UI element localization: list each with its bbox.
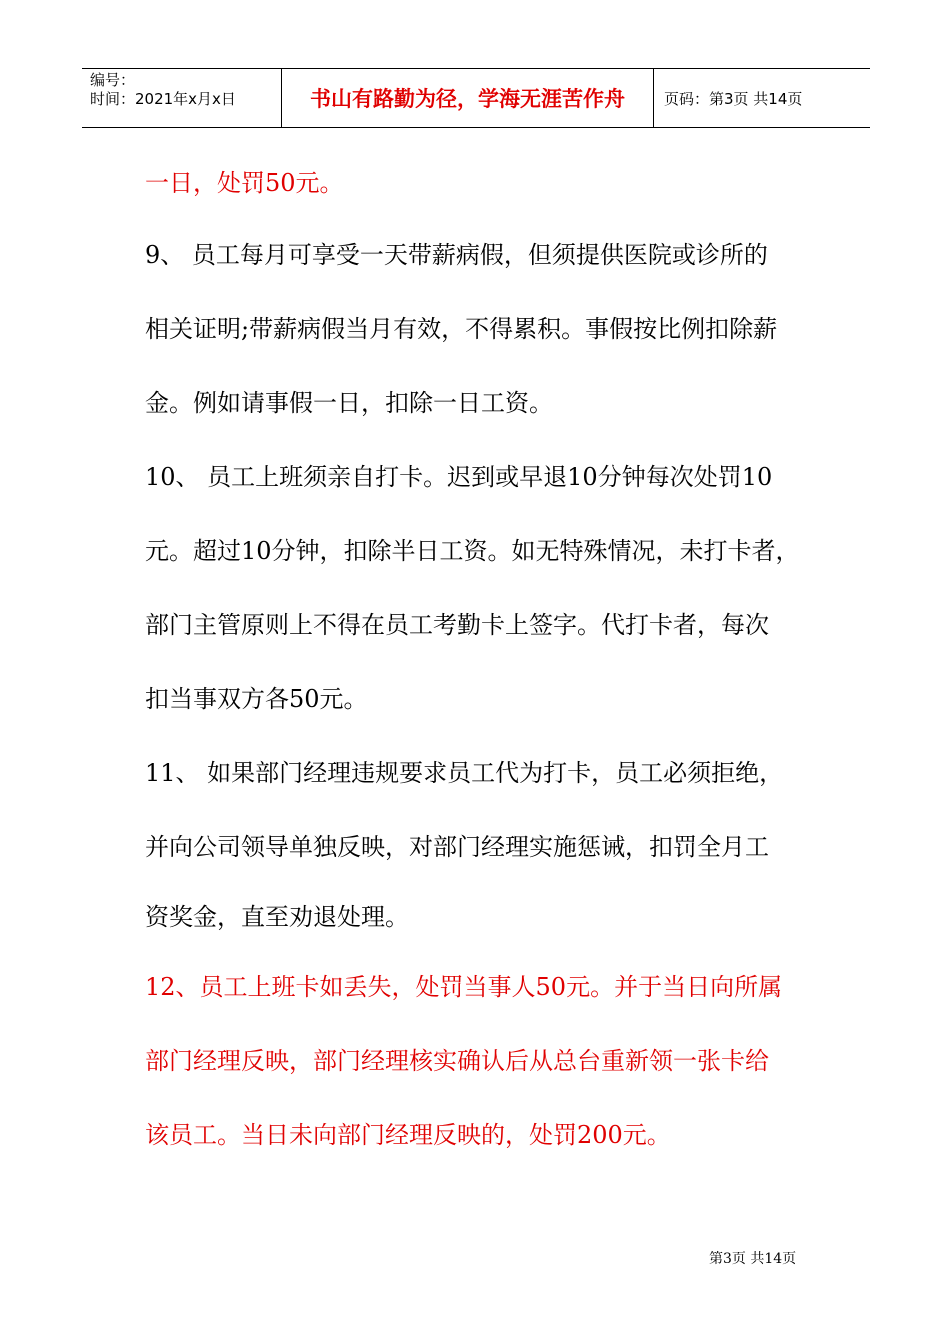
header-motto: 书山有路勤为径，学海无涯苦作舟 [282,69,654,127]
text-line: 一日，处罚50元。 [145,169,344,197]
document-body [145,148,810,1172]
text-line: 金。例如请事假一日，扣除一日工资。 [145,389,553,417]
page-footer: 第3页 共14页 [709,1251,797,1267]
text-line: 9、 员工每月可享受一天带薪病假，但须提供医院或诊所的 [145,241,768,269]
time-label: 时间：2021年x月x日 [90,90,236,108]
text-line: 部门经理反映，部门经理核实确认后从总台重新领一张卡给 [145,1047,769,1075]
header-page-info: 页码：第3页 共14页 [664,89,803,108]
text-line: 该员工。当日未向部门经理反映的，处罚200元。 [145,1121,671,1149]
text-line: 并向公司领导单独反映，对部门经理实施惩诫，扣罚全月工 [145,833,769,861]
text-line: 10、 员工上班须亲自打卡。迟到或早退10分钟每次处罚10 [145,463,773,491]
text-line: 元。超过10分钟，扣除半日工资。如无特殊情况，未打卡者， [145,537,800,565]
text-line: 11、 如果部门经理违规要求员工代为打卡，员工必须拒绝， [145,759,784,787]
page-header [82,68,870,128]
number-label: 编号： [90,71,136,89]
text-line: 扣当事双方各50元。 [145,685,368,713]
text-line: 部门主管原则上不得在员工考勤卡上签字。代打卡者，每次 [145,611,769,639]
header-meta [82,69,282,127]
text-line: 相关证明;带薪病假当月有效，不得累积。事假按比例扣除薪 [145,315,778,343]
text-line: 12、员工上班卡如丢失，处罚当事人50元。并于当日向所属 [145,973,783,1001]
text-line: 资奖金，直至劝退处理。 [145,903,409,931]
